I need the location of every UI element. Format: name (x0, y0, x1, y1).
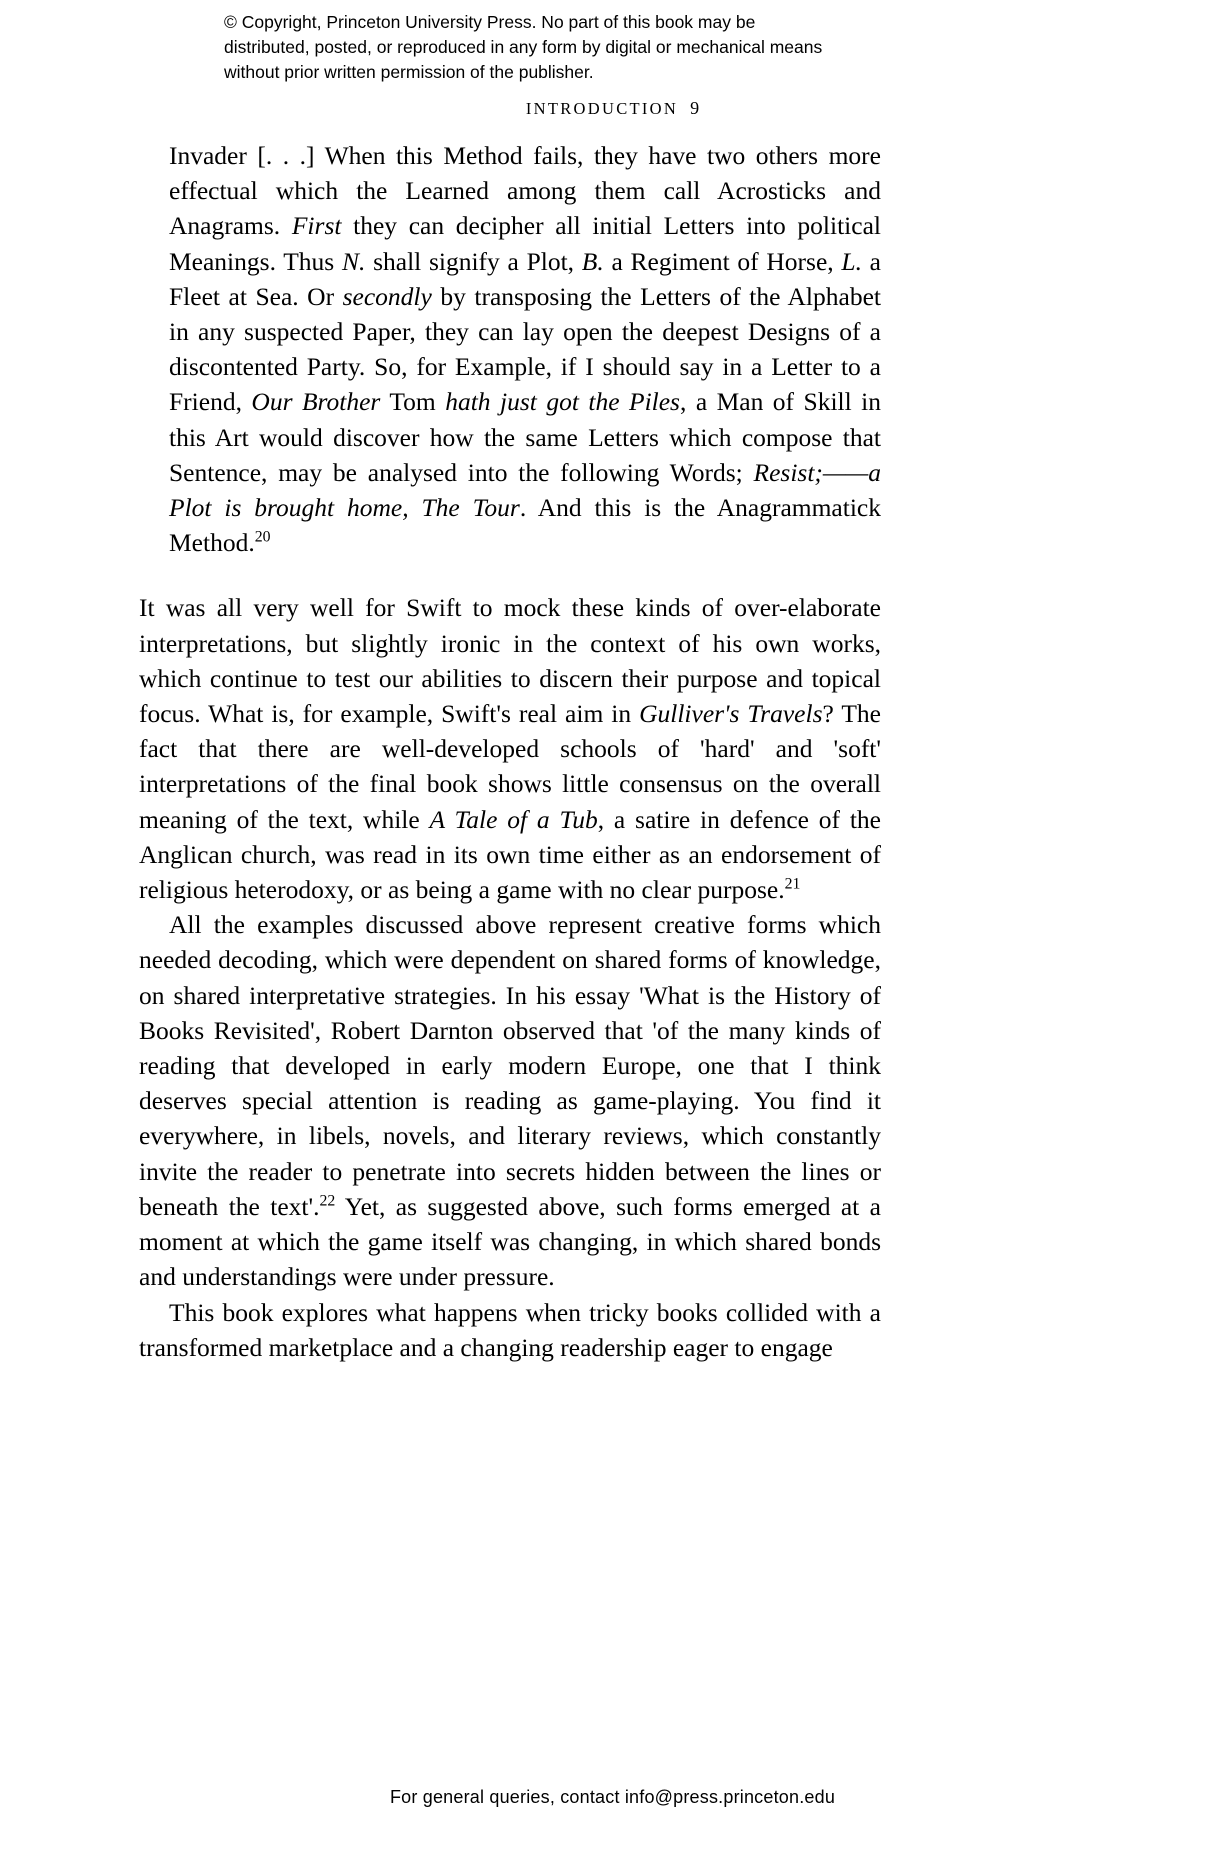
running-head (0, 98, 1225, 119)
footnote-marker-22: 22 (319, 1192, 336, 1210)
paragraph-1 (139, 590, 881, 907)
footnote-marker-20: 20 (254, 528, 271, 546)
footer-query-note: For general queries, contact info@press.princeton.edu (389, 1787, 836, 1807)
extract-text-9: . And this is the Anagrammatick Method. (169, 493, 881, 558)
body-text-column (139, 138, 881, 1365)
extract-italic-resist: Resist;——a Plot is brought home, The Tour (169, 457, 881, 523)
p1-italic-tale-of-a-tub: A Tale of a Tub (429, 804, 598, 834)
extract-text-7: Tom (380, 387, 446, 417)
extract-text-5: a Fleet at Sea. Or (169, 246, 882, 311)
p1-text-3: , a satire in defence of the Anglican church, was read in its own time either as an endorsement of religious heterodoxy, or as being a game with no clear purpose. (139, 804, 881, 905)
paragraph-2 (139, 907, 881, 1294)
extract-italic-b: B. (581, 246, 604, 276)
extract-italic-our-brother: Our Brother (251, 387, 381, 417)
extract-text-1: Invader [. . .] When this Method fails, they have two others more effectual which the Learned among them call Acrosticks and Anagrams. (169, 141, 881, 241)
p1-text-2: ? The fact that there are well-developed schools of 'hard' and 'soft' interpretations of the final book shows little consensus on the overall meaning of the text, while (139, 699, 881, 834)
footnote-marker-21: 21 (784, 875, 801, 893)
extract-italic-n: N. (341, 246, 366, 276)
extract-text-6: by transposing the Letters of the Alphabet in any suspected Paper, they can lay open the deepest Designs of a discontented Party. So, for Example, if I should say in a Letter to a Friend, (169, 281, 881, 417)
block-quote-extract (169, 138, 881, 560)
extract-text-4: a Regiment of Horse, (603, 246, 842, 276)
p2-text-1: All the examples discussed above represent creative forms which needed decoding, which were dependent on shared forms of knowledge, on shared interpretative strategies. In his essay 'What is the History of Books Revisited', Robert Darnton observed that 'of the many kinds of reading that developed in early modern Europe, one that I think deserves special attention is reading as game-playing. You find it everywhere, in libels, novels, and literary reviews, which constantly invite the reader to penetrate into secrets hidden between the lines or beneath the text'. (139, 910, 881, 1221)
p1-italic-gullivers-travels: Gulliver's Travels (639, 699, 823, 729)
extract-text-3: shall signify a Plot, (365, 246, 582, 276)
p2-text-2: Yet, as suggested above, such forms emerged at a moment at which the game itself was changing, in which shared bonds and understandings were under pressure. (139, 1191, 881, 1292)
paragraph-3: This book explores what happens when tricky books collided with a transformed marketplace and a changing readership eager to engage (139, 1297, 881, 1362)
extract-italic-hath: hath just got the Piles (445, 387, 680, 417)
extract-text-2: they can decipher all initial Letters into political Meanings. Thus (169, 211, 881, 276)
copyright-notice: © Copyright, Princeton University Press. No part of this book may be distributed, posted, or reproduced in any form by digital or mechanical means without prior written permission of the publisher. (224, 12, 823, 82)
extract-italic-l: L. (841, 246, 862, 276)
extract-italic-first: First (291, 211, 342, 241)
page-number: 9 (690, 98, 700, 118)
running-head-title: INTRODUCTION (525, 99, 679, 118)
extract-italic-secondly: secondly (342, 281, 432, 311)
extract-text-8: , a Man of Skill in this Art would discover how the same Letters which compose that Sentence, may be analysed into the following Words; (169, 387, 882, 487)
p1-text-1: It was all very well for Swift to mock these kinds of over-elaborate interpretations, but slightly ironic in the context of his own works, which continue to test our abilities to discern their purpose and topical focus. What is, for example, Swift's real aim in (139, 593, 881, 729)
